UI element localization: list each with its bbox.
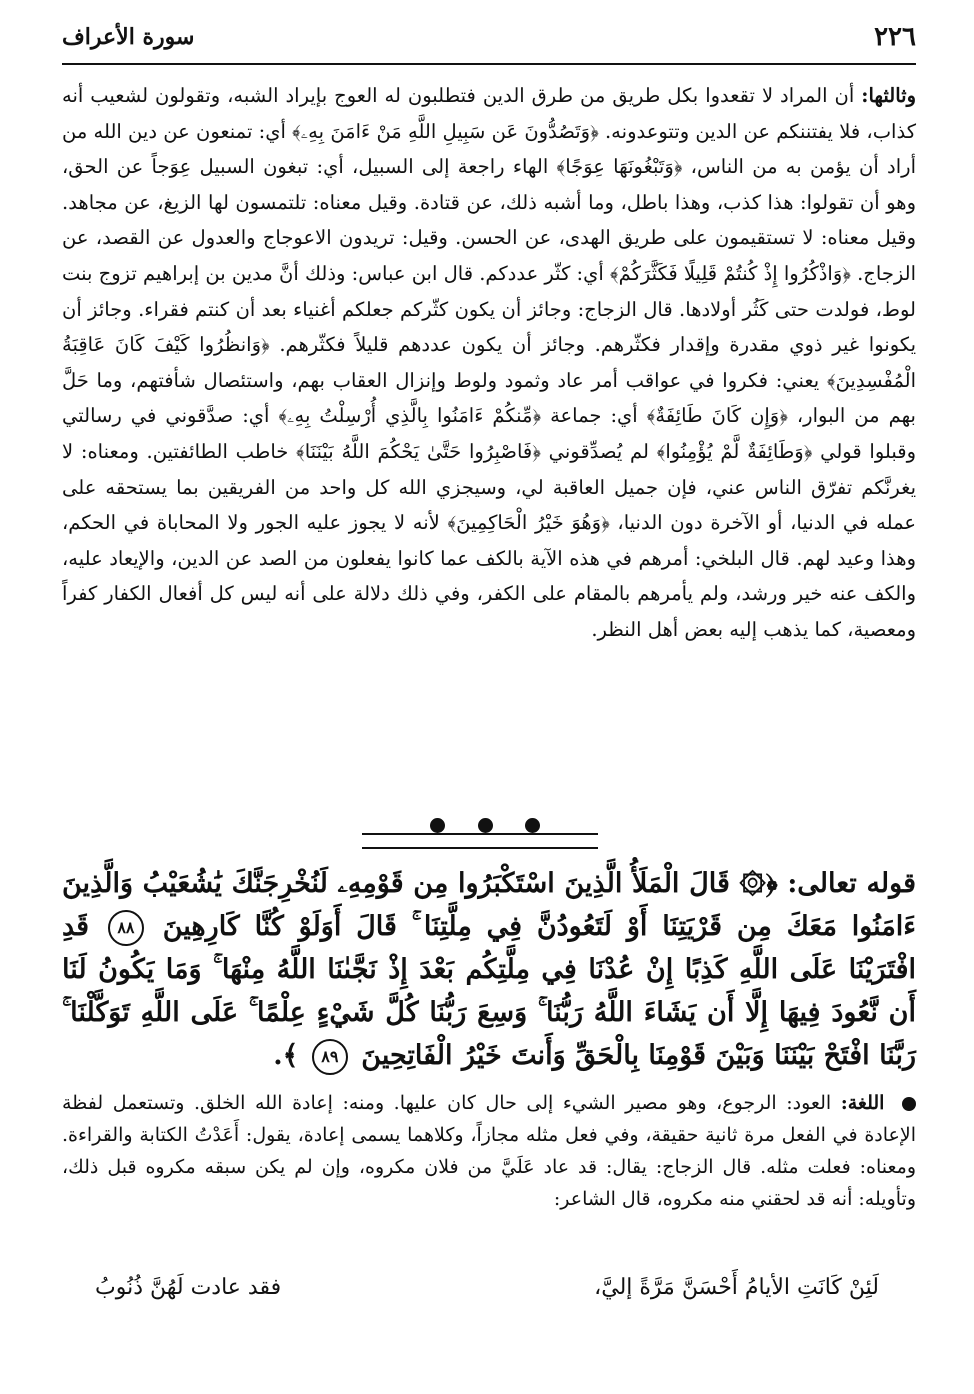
language-label: اللغة: <box>840 1092 885 1114</box>
page-number: ٢٢٦ <box>874 22 916 52</box>
poetry-first-hemistich: لَئِنْ كَانَتِ الأيامُ أَحْسَنَّ مَرَّةً إليَّ، <box>594 1275 879 1300</box>
verse-text-part2: قَدِ افْتَرَيْنَا عَلَى اللَّهِ كَذِبًا إِنْ عُدْنَا فِي مِلَّتِكُم بَعْدَ إِذْ نَجَّىٰنَا اللَّهُ مِنْهَا ۚ وَمَا يَكُونُ لَنَا أَن نَّعُودَ فِيهَا إِلَّا أَن يَشَاءَ اللَّهُ رَبُّنَا ۚ وَسِعَ رَبُّنَا كُلَّ شَيْءٍ عِلْمًا ۚ عَلَى اللَّهِ تَوَكَّلْنَا ۚ رَبَّنَا افْتَحْ بَيْنَنَا وَبَيْنَ قَوْمِنَا بِالْحَقِّ وَأَنتَ خَيْرُ الْفَاتِحِينَ <box>62 911 916 1071</box>
commentary-text: أن المراد لا تقعدوا بكل طريق من طرق الدين فتطلبون له العوج بإيراد الشبه، وتقولون لشعيب أنه كذاب، فلا يفتننكم عن الدين وتتوعدونه. ﴿وَتَصُدُّونَ عَن سَبِيلِ اللَّهِ مَنْ ءَامَنَ بِهِۦ﴾ أي: تمنعون عن دين الله من أراد أن يؤمن به من الناس، ﴿وَتَبْغُونَهَا عِوَجًا﴾ الهاء راجعة إلى السبيل، أي: تبغون السبيل عِوَجاً عن الحق، وهو أن تقولوا: هذا كذب، وهذا باطل، وما أشبه ذلك، عن قتادة. وقيل معناه: تلتمسون لها الزيغ، عن مجاهد. وقيل معناه: لا تستقيمون على طريق الهدى، عن الحسن. وقيل: تريدون الاعوجاج والعدول عن القصد، عن الزجاج. ﴿وَاذْكُرُوا إِذْ كُنتُمْ قَلِيلًا فَكَثَّرَكُمْ﴾ أي: كثّر عددكم. قال ابن عباس: وذلك أنَّ مدين بن إبراهيم تزوج بنت لوط، فولدت حتى كَثُر أولادها. قال الزجاج: وجائز أن يكون كثّركم جعلكم أغنياء بعد أن كنتم فقراء. وجائز أن يكونوا غير ذوي مقدرة وإقدار فكثّرهم. وجائز أن يكون عددهم قليلاً فكثّرهم. ﴿وَانظُرُوا كَيْفَ كَانَ عَاقِبَةُ الْمُفْسِدِينَ﴾ يعني: فكروا في عواقب أمر عاد وثمود ولوط وإنزال العقاب بهم، واستئصال شأفتهم، وما حَلَّ بهم من البوار، ﴿وَإِن كَانَ طَائِفَةٌ﴾ أي: جماعة ﴿مِّنكُمْ ءَامَنُوا بِالَّذِي أُرْسِلْتُ بِهِۦ﴾ أي: صدَّقوني في رسالتي وقبلوا قولي ﴿وَطَائِفَةٌ لَّمْ يُؤْمِنُوا﴾ لم يُصدِّقوني ﴿فَاصْبِرُوا حَتَّىٰ يَحْكُمَ اللَّهُ بَيْنَنَا﴾ خاطب الطائفتين. ومعناه: لا يغرنَّكم تفرّق الناس عني، فإن جميل العاقبة لي، وسيجزي الله كل واحد من الفريقين بما يستحقه على عمله في الدنيا، أو الآخرة دون الدنيا، ﴿وَهُوَ خَيْرُ الْحَاكِمِينَ﴾ لأنه لا يجوز عليه الجور ولا المحاباة في الحكم، وهذا وعيد لهم. قال البلخي: أمرهم في هذه الآية بالكف عما كانوا يفعلون من الصد عن الدين، والإيعاد عليه، والكف عنه خير ورشد، ولم يأمرهم بالمقام على الكفر، وفي ذلك دلالة على أنه ليس كل أفعال الكفار كفراً ومعصية، كما يذهب إليه بعض أهل النظر. <box>62 84 916 641</box>
commentary-label: وثالثها: <box>861 84 916 107</box>
commentary-paragraph <box>62 78 916 648</box>
commentary-section <box>62 78 916 648</box>
quran-verse-block <box>62 862 916 1077</box>
poetry-second-hemistich: فقد عادت لَهُنَّ ذُنُوبُ <box>95 1275 282 1300</box>
section-divider-bottom <box>362 847 598 849</box>
language-text: العود: الرجوع، وهو مصير الشيء إلى حال كان عليها. ومنه: إعادة الله الخلق. وتستعمل لفظة الإعادة في الفعل مرة ثانية حقيقة، وفي فعل مثله مجازاً، وكلاهما يسمى إعادة، يقول: أَعَدْتُ الكتابة والقراءة. ومعناه: فعلت مثله. قال الزجاج: يقال: قد عاد عَلَيَّ من فلان مكروه، وإن لم يكن سبقه مكروه قبل ذلك، وتأويله: أنه قد لحقني منه مكروه، قال الشاعر: <box>62 1092 916 1210</box>
verse-text-part1: ﴿۞ قَالَ الْمَلَأُ الَّذِينَ اسْتَكْبَرُوا مِن قَوْمِهِۦ لَنُخْرِجَنَّكَ يَٰشُعَيْبُ وَالَّذِينَ ءَامَنُوا مَعَكَ مِن قَرْيَتِنَا أَوْ لَتَعُودُنَّ فِي مِلَّتِنَا ۚ قَالَ أَوَلَوْ كُنَّا كَارِهِينَ <box>62 868 916 942</box>
section-ornament <box>430 818 540 838</box>
bullet-icon <box>902 1097 916 1111</box>
ornament-dot <box>478 818 493 833</box>
ornament-dot <box>525 818 540 833</box>
header-rule <box>62 63 916 65</box>
ayah-number-marker: ٨٩ <box>312 1039 348 1075</box>
ornament-dot <box>430 818 445 833</box>
ayah-number-marker: ٨٨ <box>108 910 144 946</box>
verse-intro: قوله تعالى: <box>787 868 917 899</box>
poetry-verse <box>95 1268 879 1308</box>
language-section <box>62 1087 916 1215</box>
surah-title: سورة الأعراف <box>62 24 195 50</box>
verse-closing: ﴾. <box>273 1040 299 1071</box>
page-header <box>62 18 916 58</box>
